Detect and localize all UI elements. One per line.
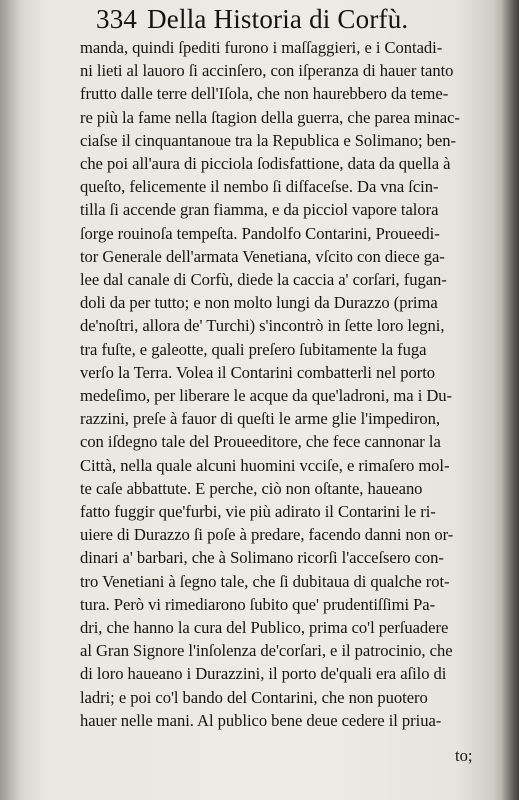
text-line: uiere di Durazzo ſi poſe à predare, facendo danni non or- <box>80 525 454 545</box>
text-line: fatto fuggir que'furbi, vie più adirato il Contarini le ri- <box>80 502 436 522</box>
text-line: Città, nella quale alcuni huomini vcciſe, e rimaſero mol- <box>80 455 450 475</box>
text-line: tro Venetiani à ſegno tale, che ſi dubitaua di qualche rot- <box>80 571 450 591</box>
text-line: tor Generale dell'armata Venetiana, vſcito con diece ga- <box>80 246 445 266</box>
text-line: ſorge rouinoſa tempeſta. Pandolfo Contarini, Proueedi- <box>80 223 440 243</box>
text-line: dri, che hanno la cura del Publico, prima co'l perſuadere <box>80 618 449 638</box>
text-line: lee dal canale di Corfù, diede la caccia a' corſari, fugan- <box>80 270 447 290</box>
text-line: doli da per tutto; e non molto lungi da Durazzo (prima <box>80 293 438 313</box>
text-line: di loro haueano i Durazzini, il porto de'quali era aſilo di <box>80 664 447 684</box>
catchword: to; <box>455 746 473 765</box>
text-line: manda, quindi ſpediti furono i maſſaggieri, e i Contadi- <box>80 38 443 57</box>
body-text <box>80 36 506 732</box>
text-line: hauer nelle mani. Al publico bene deue cedere il priua- <box>80 710 442 730</box>
text-line: ladri; e poi co'l bando del Contarini, che non puotero <box>80 687 428 707</box>
text-line: frutto dalle terre dell'Iſola, che non haurebbero da teme- <box>80 84 449 104</box>
text-line: tura. Però vi rimediarono ſubito que' prudentiſſimi Pa- <box>80 594 436 614</box>
text-line: re più la fame nella ſtagion della guerra, che parea minac- <box>80 107 460 127</box>
text-line: ciaſse il cinquantanoue tra la Republica e Solimano; ben- <box>80 130 456 150</box>
text-line: tilla ſi accende gran fiamma, e da picciol vapore talora <box>80 200 439 220</box>
text-line: razzini, preſe à fauor di queſti le arme glie l'impediron, <box>80 409 440 429</box>
text-line: dinari a' barbari, che à Solimano ricorſi l'acceſsero con- <box>80 548 444 568</box>
text-line: verſo la Terra. Volea il Contarini combatterli nel porto <box>80 362 436 382</box>
page-number: 334 <box>96 4 138 34</box>
page-edge-shadow <box>501 0 519 800</box>
text-line: queſto, felicemente il nembo ſi diſfaceſse. Da vna ſcin- <box>80 177 439 197</box>
text-line: tra fuſte, e galeotte, quali preſero ſubitamente la fuga <box>80 339 427 359</box>
text-line: che poi all'aura di picciola ſodisfattione, data da quella à <box>80 154 451 174</box>
text-line: de'noſtri, allora de' Turchi) s'incontrò in ſette loro legni, <box>80 316 445 336</box>
running-title: Della Historia di Corfù. <box>147 4 409 34</box>
text-line: te caſe abbattute. E perche, ciò non oſtante, haueano <box>80 478 423 498</box>
text-line: medeſimo, per liberare le acque da que'ladroni, ma i Du- <box>80 386 453 406</box>
text-line: al Gran Signore l'inſolenza de'corſari, e il patrocinio, che <box>80 641 453 661</box>
text-line: con iſdegno tale del Proueeditore, che fece cannonar la <box>80 432 441 452</box>
text-line: ni lieti al lauoro ſi accinſero, con iſperanza di hauer tanto <box>80 61 454 81</box>
page-header <box>96 2 408 36</box>
